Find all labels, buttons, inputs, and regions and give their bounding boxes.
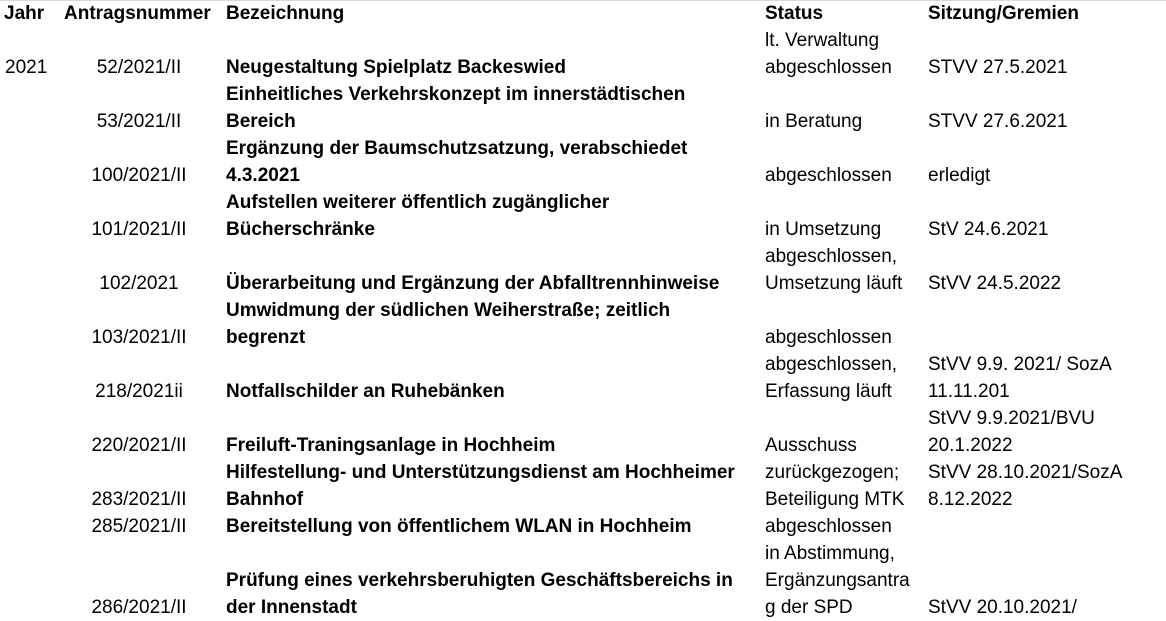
table-cell-title: Einheitliches Verkehrskonzept im innerstädtischen Bereich [226, 84, 686, 132]
header-year: Jahr [4, 3, 45, 24]
table-cell-number: 102/2021 [99, 273, 179, 294]
table-cell-title: Umwidmung der südlichen Weiherstraße; zeitlich begrenzt [226, 300, 671, 348]
table-cell-status: zurückgezogen; Beteiligung MTK [765, 462, 905, 510]
table-cell-title: Neugestaltung Spielplatz Backeswied [226, 57, 566, 78]
table-cell-session: STVV 27.5.2021 [928, 57, 1068, 78]
table-cell-number: 286/2021/II [91, 597, 187, 618]
table-cell-title: Ergänzung der Baumschutzsatzung, verabschiedet 4.3.2021 [226, 138, 688, 186]
table-cell-title: Überarbeitung und Ergänzung der Abfalltrennhinweise [226, 273, 720, 294]
table-cell-number: 285/2021/II [91, 516, 187, 537]
table-cell-status: abgeschlossen [765, 165, 892, 186]
table-cell-title: Prüfung eines verkehrsberuhigten Geschäftsbereichs in der Innenstadt [226, 570, 733, 618]
table-cell-status: abgeschlossen, Erfassung läuft [765, 354, 898, 402]
table-cell-number: 283/2021/II [91, 489, 187, 510]
table-cell-title: Aufstellen weiterer öffentlich zugänglicher Bücherschränke [226, 192, 610, 240]
table-cell-session: StVV 24.5.2022 [928, 273, 1062, 294]
table-cell-year: 2021 [5, 57, 48, 78]
table-cell-number: 100/2021/II [91, 165, 187, 186]
table-cell-number: 220/2021/II [91, 435, 187, 456]
table-cell-title: Hilfestellung- und Unterstützungsdienst am Hochheimer Bahnhof [226, 462, 735, 510]
table-cell-status: abgeschlossen [765, 327, 892, 348]
table-cell-status: in Beratung [765, 111, 863, 132]
header-number: Antragsnummer [64, 3, 211, 24]
table-cell-status: abgeschlossen, Umsetzung läuft [765, 246, 903, 294]
table-cell-number: 103/2021/II [91, 327, 187, 348]
table-cell-status: Ausschuss [765, 435, 857, 456]
table-cell-status: in Umsetzung [765, 219, 882, 240]
table-cell-status: in Abstimmung, Ergänzungsantra g der SPD [765, 543, 910, 618]
table-cell-session: StVV 9.9.2021/BVU 20.1.2022 [928, 408, 1095, 456]
top-border [0, 0, 1166, 1]
table-cell-number: 53/2021/II [96, 111, 182, 132]
table-cell-session: StV 24.6.2021 [928, 219, 1049, 240]
table-cell-title: Notfallschilder an Ruhebänken [226, 381, 505, 402]
table-cell-number: 52/2021/II [96, 57, 182, 78]
table-cell-session: StVV 9.9. 2021/ SozA 11.11.201 [928, 354, 1112, 402]
table-cell-status: abgeschlossen [765, 516, 892, 537]
header-title: Bezeichnung [226, 3, 345, 24]
table-cell-session: StVV 28.10.2021/SozA 8.12.2022 [928, 462, 1123, 510]
table-cell-number: 101/2021/II [91, 219, 187, 240]
table-cell-status: lt. Verwaltung abgeschlossen [765, 30, 892, 78]
table-cell-session: StVV 20.10.2021/ [928, 597, 1077, 618]
table-cell-title: Bereitstellung von öffentlichem WLAN in Hochheim [226, 516, 692, 537]
header-session: Sitzung/Gremien [928, 3, 1079, 24]
table-cell-number: 218/2021ii [95, 381, 183, 402]
header-status: Status [765, 3, 824, 24]
table-cell-session: STVV 27.6.2021 [928, 111, 1068, 132]
table-cell-session: erledigt [928, 165, 991, 186]
table-cell-title: Freiluft-Traningsanlage in Hochheim [226, 435, 556, 456]
